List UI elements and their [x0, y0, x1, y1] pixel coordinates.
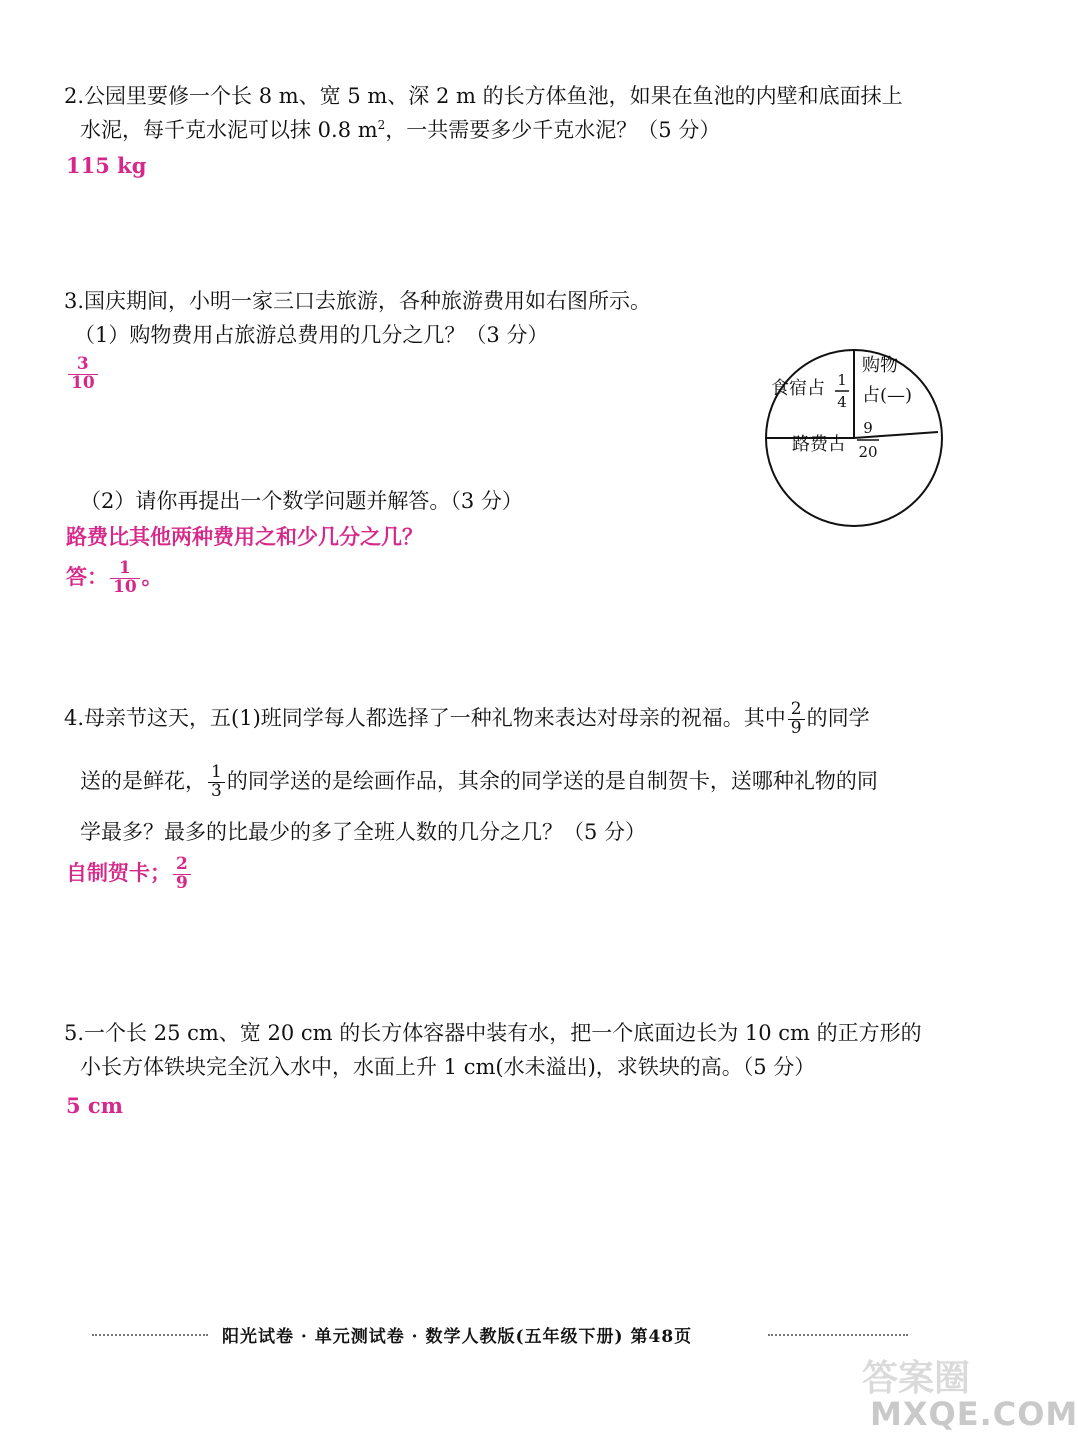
q2-line1: 2.公园里要修一个长 8 m、宽 5 m、深 2 m 的长方体鱼池，如果在鱼池的内壁和底面抹上 [64, 84, 903, 108]
q4-answer-fraction [173, 856, 191, 893]
q5-answer: 5 cm [66, 1093, 123, 1118]
q2-line2-text-b: ，一共需要多少千克水泥？（5 分） [385, 118, 721, 142]
watermark-url: MXQE.COM [870, 1395, 1078, 1433]
q3-answer2-question: 路费比其他两种费用之和少几分之几？ [66, 524, 423, 549]
q4-answer [66, 856, 193, 893]
q4-line2-text-b: 的同学送的是绘画作品，其余的同学送的是自制贺卡，送哪种礼物的同 [226, 768, 878, 793]
q5-line2: 小长方体铁块完全沉入水中，水面上升 1 cm(水未溢出)，求铁块的高。（5 分） [80, 1055, 816, 1079]
q4-line2-fraction [208, 764, 225, 801]
q3-answer1 [66, 356, 100, 393]
q3-answer2-fraction [110, 560, 140, 597]
q2-line2 [80, 118, 720, 143]
pie-shopping-blank: 占(—) [862, 385, 913, 406]
q2-unit-superscript: 2 [377, 118, 386, 132]
q4-line2 [80, 764, 878, 801]
footer-text: 阳光试卷 · 单元测试卷 · 数学人教版(五年级下册) 第48页 [222, 1327, 693, 1347]
q2-answer: 115 kg [66, 153, 147, 178]
q4-line1-text-a: 4.母亲节这天，五(1)班同学每人都选择了一种礼物来表达对母亲的祝福。其中 [64, 705, 786, 730]
pie-travel-label: 路费占 [792, 434, 846, 455]
pie-food-den: 4 [837, 393, 847, 411]
q2-line2-text-a: 水泥，每千克水泥可以抹 0.8 m [80, 118, 378, 142]
q3-answer2-suffix: 。 [141, 563, 163, 589]
watermark-logo-cn: 答案圈 [862, 1357, 971, 1399]
q3-answer2-prefix: 答： [66, 563, 108, 589]
q3-answer1-denominator: 10 [68, 374, 98, 393]
footer-dots-right [768, 1334, 908, 1336]
q4-answer-denominator: 9 [173, 874, 191, 893]
q3-pie-figure [759, 343, 949, 533]
q5-line1: 5.一个长 25 cm、宽 20 cm 的长方体容器中装有水，把一个底面边长为 10 cm 的正方形的 [64, 1021, 922, 1045]
q4-line2-denominator: 3 [208, 782, 225, 801]
pie-shopping-label: 购物 [862, 355, 898, 376]
q3-sub2: （2）请你再提出一个数学问题并解答。（3 分） [80, 489, 523, 513]
pie-food-label: 食宿占 [771, 378, 825, 399]
q3-sub1: （1）购物费用占旅游总费用的几分之几？（3 分） [74, 323, 549, 347]
q4-line2-numerator: 1 [211, 762, 222, 782]
q4-answer-numerator: 2 [176, 854, 188, 874]
q4-line3: 学最多？最多的比最少的多了全班人数的几分之几？（5 分） [80, 820, 647, 844]
q4-line1-fraction [788, 701, 805, 738]
footer-dots-left [92, 1334, 208, 1336]
pie-travel-num: 9 [863, 419, 873, 437]
q3-answer2-numerator: 1 [118, 558, 131, 578]
q4-line1-numerator: 2 [790, 699, 802, 719]
q4-line1 [64, 701, 870, 738]
q3-answer1-numerator: 3 [76, 354, 89, 374]
q4-answer-prefix: 自制贺卡； [66, 859, 171, 885]
q4-line1-denominator: 9 [788, 719, 805, 738]
q3-answer1-fraction [68, 356, 98, 393]
q3-answer2 [66, 560, 163, 597]
pie-travel-den: 20 [858, 443, 878, 461]
q3-intro: 3.国庆期间，小明一家三口去旅游，各种旅游费用如右图所示。 [64, 289, 652, 313]
q4-line1-text-b: 的同学 [806, 705, 870, 730]
q3-answer2-denominator: 10 [110, 578, 140, 597]
q4-line2-text-a: 送的是鲜花， [80, 768, 206, 793]
pie-food-num: 1 [837, 371, 847, 389]
